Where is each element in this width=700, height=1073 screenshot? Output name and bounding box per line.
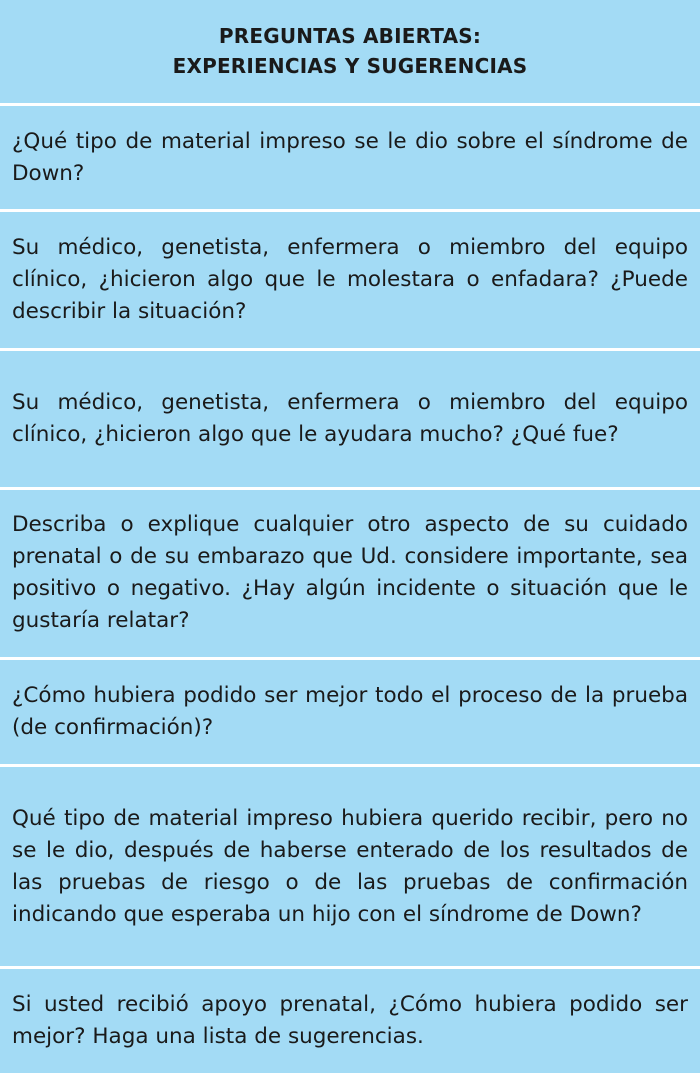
question-text: Si usted recibió apoyo prenatal, ¿Cómo hubiera podido ser mejor? Haga una lista de sugerencias. xyxy=(12,992,688,1050)
header-title-line-2: EXPERIENCIAS Y SUGERENCIAS xyxy=(172,54,528,79)
question-text: ¿Cómo hubiera podido ser mejor todo el proceso de la prueba (de confirmación)? xyxy=(12,682,688,740)
question-text: ¿Qué tipo de material impreso se le dio sobre el síndrome de Down? xyxy=(12,128,688,186)
question-row-test-process xyxy=(0,660,700,764)
question-row-upsetting-experience xyxy=(0,212,700,348)
question-row-desired-material xyxy=(0,767,700,966)
question-row-helpful-experience xyxy=(0,351,700,487)
question-text: Su médico, genetista, enfermera o miembro del equipo clínico, ¿hicieron algo que le ayudara mucho? ¿Qué fue? xyxy=(12,389,688,447)
question-row-printed-material xyxy=(0,106,700,210)
question-text: Su médico, genetista, enfermera o miembro del equipo clínico, ¿hicieron algo que le molestara o enfadara? ¿Puede describir la situación? xyxy=(12,235,688,325)
question-row-prenatal-support xyxy=(0,969,700,1073)
question-text: Describa o explique cualquier otro aspecto de su cuidado prenatal o de su embarazo que Ud. considere importante, sea positivo o negativo. ¿Hay algún incidente o situación que le gustaría relatar? xyxy=(12,512,688,634)
table-header xyxy=(0,0,700,103)
question-row-prenatal-care xyxy=(0,490,700,658)
question-text: Qué tipo de material impreso hubiera querido recibir, pero no se le dio, después de haberse enterado de los resultados de las pruebas de riesgo o de las pruebas de confirmación indicando que esperaba un hijo con el síndrome de Down? xyxy=(12,805,688,927)
header-title-line-1: PREGUNTAS ABIERTAS: xyxy=(218,24,482,49)
